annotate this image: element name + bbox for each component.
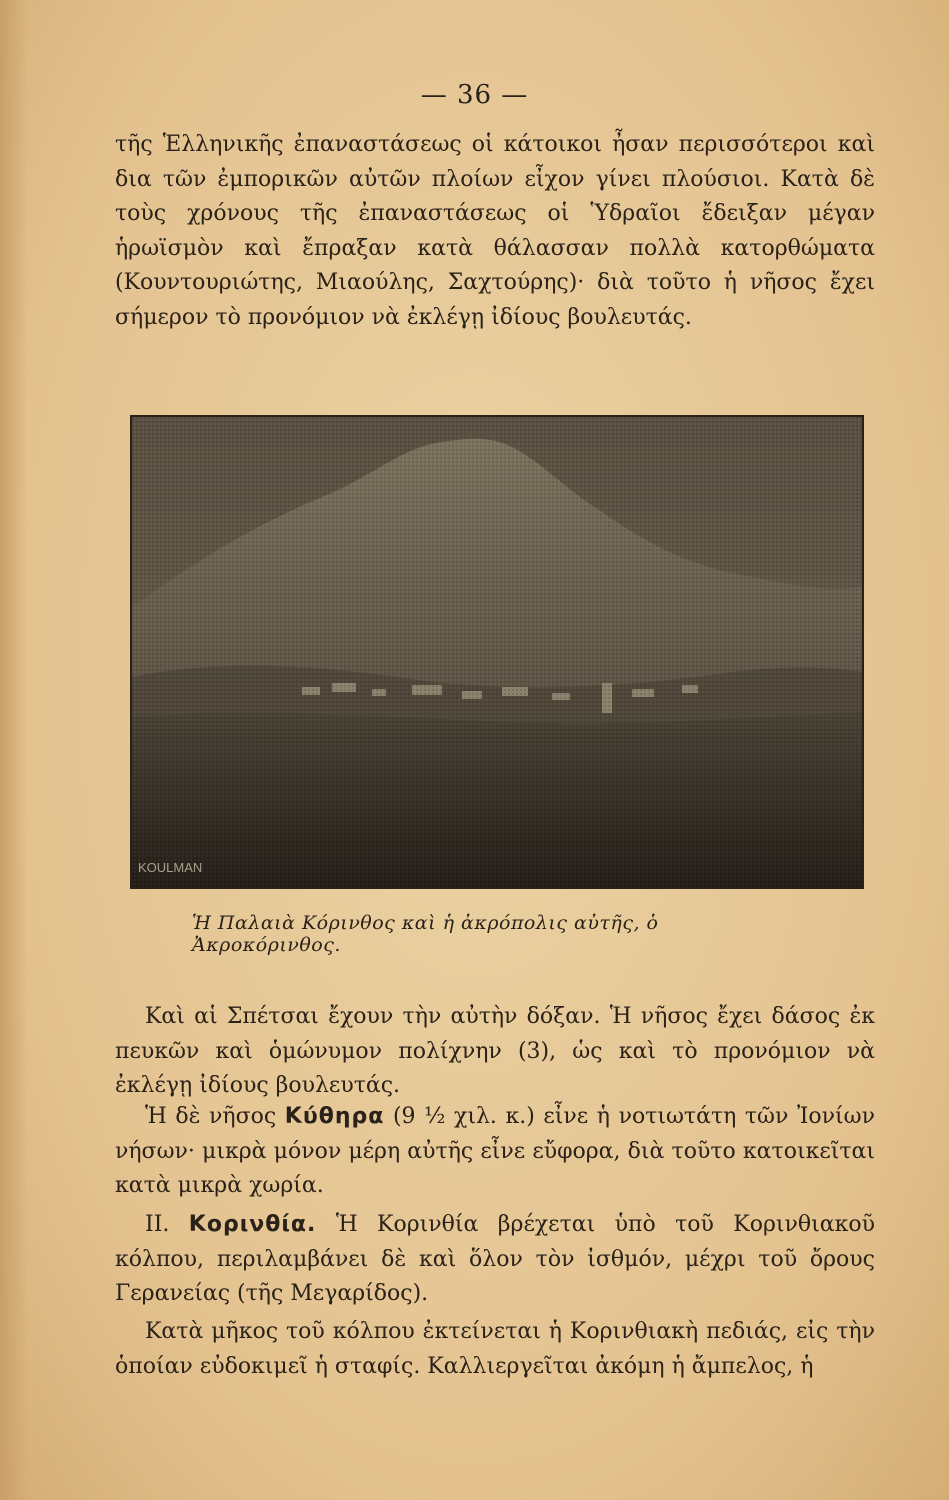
kythera-name: Κύθηρα (284, 1104, 385, 1129)
paragraph-corinthian-plain: Κατὰ μῆκος τοῦ κόλπου ἐκτείνεται ἡ Κορινθιακὴ πεδιάς, εἰς τὴν ὁποίαν εὐδοκιμεῖ ἡ σταφίς. Καλλιεργεῖται ἀκόμη ἡ ἄμπελος, ἡ (115, 1319, 875, 1379)
photo-grain (132, 417, 862, 887)
landscape-engraving (132, 417, 862, 887)
page-edge-shadow (0, 0, 28, 1500)
corinthia-number: II. (145, 1212, 170, 1237)
paragraph-corinthia (115, 1208, 875, 1312)
paragraph-kythera (115, 1100, 875, 1204)
photo-signature: KOULMAN (138, 860, 203, 875)
corinthia-heading: Κορινθία. (188, 1212, 317, 1237)
corinthia-text: Ἡ Κορινθία βρέχεται ὑπὸ τοῦ Κορινθιακοῦ κόλπου, περιλαμβάνει δὲ καὶ ὅλον τὸν ἰσθμόν, μέχρι τοῦ ὄρους Γερανείας (τῆς Μεγαρίδος). (115, 1212, 875, 1306)
kythera-text: (9 ½ χιλ. κ.) εἶνε ἡ νοτιωτάτη τῶν Ἰονίων νήσων· μικρὰ μόνον μέρη αὐτῆς εἶνε εὔφορα, διὰ τοῦτο κατοικεῖται κατὰ μικρὰ χωρία. (115, 1104, 875, 1198)
page-number: — 36 — (420, 80, 529, 110)
figure-caption: Ἡ Παλαιὰ Κόρινθος καὶ ἡ ἀκρόπολις αὐτῆς, ὁ Ἀκροκόρινθος. (192, 912, 659, 956)
photo-acrocorinth (130, 415, 864, 889)
kythera-lead: Ἡ δὲ νῆσος (145, 1104, 277, 1129)
paragraph-spetses: Καὶ αἱ Σπέτσαι ἔχουν τὴν αὐτὴν δόξαν. Ἡ νῆσος ἔχει δάσος ἐκ πευκῶν καὶ ὁμώνυμον πολίχνην (3), ὡς καὶ τὸ προνόμιον νὰ ἐκλέγῃ ἰδίους βουλευτάς. (115, 1004, 875, 1098)
paragraph-hydra: τῆς Ἑλληνικῆς ἐπαναστάσεως οἱ κάτοικοι ἦσαν περισσότεροι καὶ δια τῶν ἐμπορικῶν αὐτῶν πλοίων εἶχον γίνει πλούσιοι. Κατὰ δὲ τοὺς χρόνους τῆς ἐπαναστάσεως οἱ Ὑδραῖοι ἔδειξαν μέγαν ἡρωϊσμὸν καὶ ἔπραξαν κατὰ θάλασσαν πολλὰ κατορθώματα (Κουντουριώτης, Μιαούλης, Σαχτούρης)· διὰ τοῦτο ἡ νῆσος ἔχει σήμερον τὸ προνόμιον νὰ ἐκλέγῃ ἰδίους βουλευτάς. (115, 132, 875, 330)
